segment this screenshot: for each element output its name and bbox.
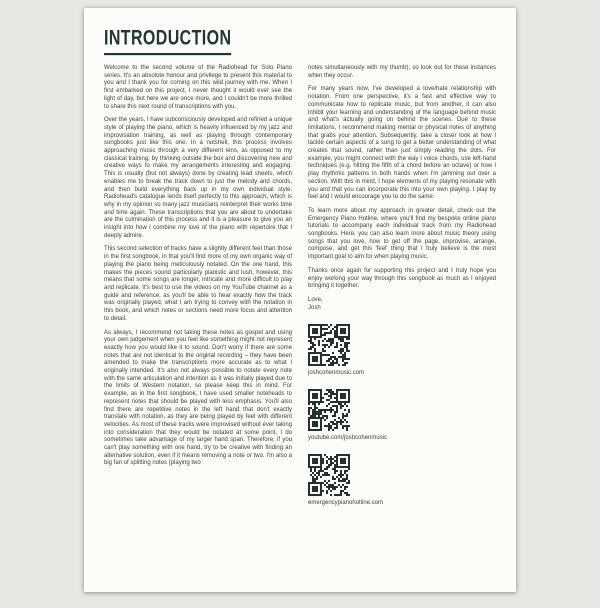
signoff-name: Josh <box>308 304 321 311</box>
left-column <box>104 65 292 519</box>
paragraph: To learn more about my approach in greater detail, check out the Emergency Piano Hotline, where you'll find my bespoke online piano tutorials to accompany each individual track from my Radiohead songbooks. Here, you can also learn more about music theory using songs that you love, how to get off the page, improvise, arrange, compose, and get this 'feel' thing that I truly believe is the most important goal to aim for when playing music. <box>308 207 496 261</box>
text-columns <box>104 65 496 519</box>
qr-code-list <box>308 324 496 507</box>
paragraph: Over the years, I have subconsciously developed and refined a unique style of playing the piano, which is heavily influenced by my jazz and improvisation training, as well as playing through contemporary songbooks just like this one. In a nutshell, this process involves approaching music through a very different lens, as opposed to my classical training, by thinking outside the box and discovering new and creative ways to make my arrangements interesting and engaging. This is usually (but not always) done by creating lead sheets, which enables me to break the track down to just the melody and chords, and then build everything back up in my own individual style. Radiohead's catalogue lends itself perfectly to this approach, which is why in my opinion so many jazz musicians reinterpret their works time and time again. These transcriptions that you are about to undertake are the culmination of this process and it is a pleasure to give you an insight into how I combine my love of the piano with repertoire that I deeply admire. <box>104 117 292 239</box>
paragraph: Welcome to the second volume of the Radiohead for Solo Piano series. It's an absolute honour and privilege to present this material to you and I thank you for coming on this wild journey with me. When I first embarked on this project, I never thought it would ever see the light of day, but here we are once more, and I couldn't be more thrilled to share this next round of transcriptions with you. <box>104 65 292 110</box>
qr-code-icon <box>308 454 350 496</box>
paragraph: notes simultaneously with my thumb), so look out for those instances when they occur. <box>308 65 496 79</box>
book-page <box>84 8 516 592</box>
paragraph: As always, I recommend not taking these notes as gospel and using your own judgement when you feel like something might not represent exactly how you would like it to sound. Don't worry if there are some notes that are not identical to the original recording – they have been amended to make the transcriptions more accurate as to what I originally intended. It's also not always possible to notate every note with the same articulation and intention as it was initially played due to the limits of Western notation, so please keep this in mind. For example, as in the first songbook, I have used smaller noteheads to represent notes that should be played with less emphasis. You'll also find there are repetitive notes in the left hand that don't exactly translate with notation, as they are being played by feel with different velocities. As most of these tracks were improvised without ever taking into consideration that they would be notated at some point, I do sometimes take advantage of my larger hand span. Therefore, if you can't play something with one hand, try to be creative with finding an alternative solution, even if it means removing a note or two. I'm also a big fan of splitting notes (playing two <box>104 329 292 467</box>
qr-item-youtube <box>308 389 496 442</box>
right-column <box>308 65 496 519</box>
paragraph: Thanks once again for supporting this project and I truly hope you enjoy working your way through this songbook as much as I enjoyed bringing it together. <box>308 267 496 290</box>
qr-label: joshcohenmusic.com <box>308 370 365 377</box>
qr-label: youtube.com/joshcohenmusic <box>308 435 388 442</box>
qr-code-icon <box>308 324 350 366</box>
page-title: INTRODUCTION <box>104 26 231 55</box>
paragraph: For many years now, I've developed a love/hate relationship with notation. From one perspective, it's a fast and effective way to communicate how to replicate music, but from another, it can also inhibit your learning and understanding of the language behind music and what's actually going on behind the scenes. Due to these limitations, I recommend making mental or physical notes of anything that grabs your attention. Subsequently, take a closer look at how I tackle certain aspects of a song to get a better understanding of what creates that sound, rather than just simply reading the dots. For example, you might connect with the way I voice chords, use left-hand techniques (e.g. hitting the fifth of a chord before an octave) or how I play rhythmic patterns in both hands when I'm jamming out over a section. With this in mind, I hope elements of my playing resonate with you and that you can incorporate this into your own playing. I play by feel and I would encourage you to do the same. <box>308 86 496 201</box>
paragraph: This second selection of tracks have a slightly different feel than those in the first songbook, in that you'll find more of my own organic way of playing the piano being meticulously notated. On the one hand, this makes the pieces sound particularly pianistic and lush, however, this means that some songs are longer, intricate and more difficult to play and replicate. It's best to use the videos on my YouTube channel as a guide and reference, as you'll be able to hear exactly how the track was originally played, what I am trying to convey with the notation in this book, and which notes or sections need more focus and attention to detail. <box>104 246 292 322</box>
signoff-love: Love, <box>308 296 323 303</box>
qr-label: emergencypianohotline.com <box>308 500 384 507</box>
qr-item-hotline <box>308 454 496 507</box>
qr-item-website <box>308 324 496 377</box>
qr-code-icon <box>308 389 350 431</box>
